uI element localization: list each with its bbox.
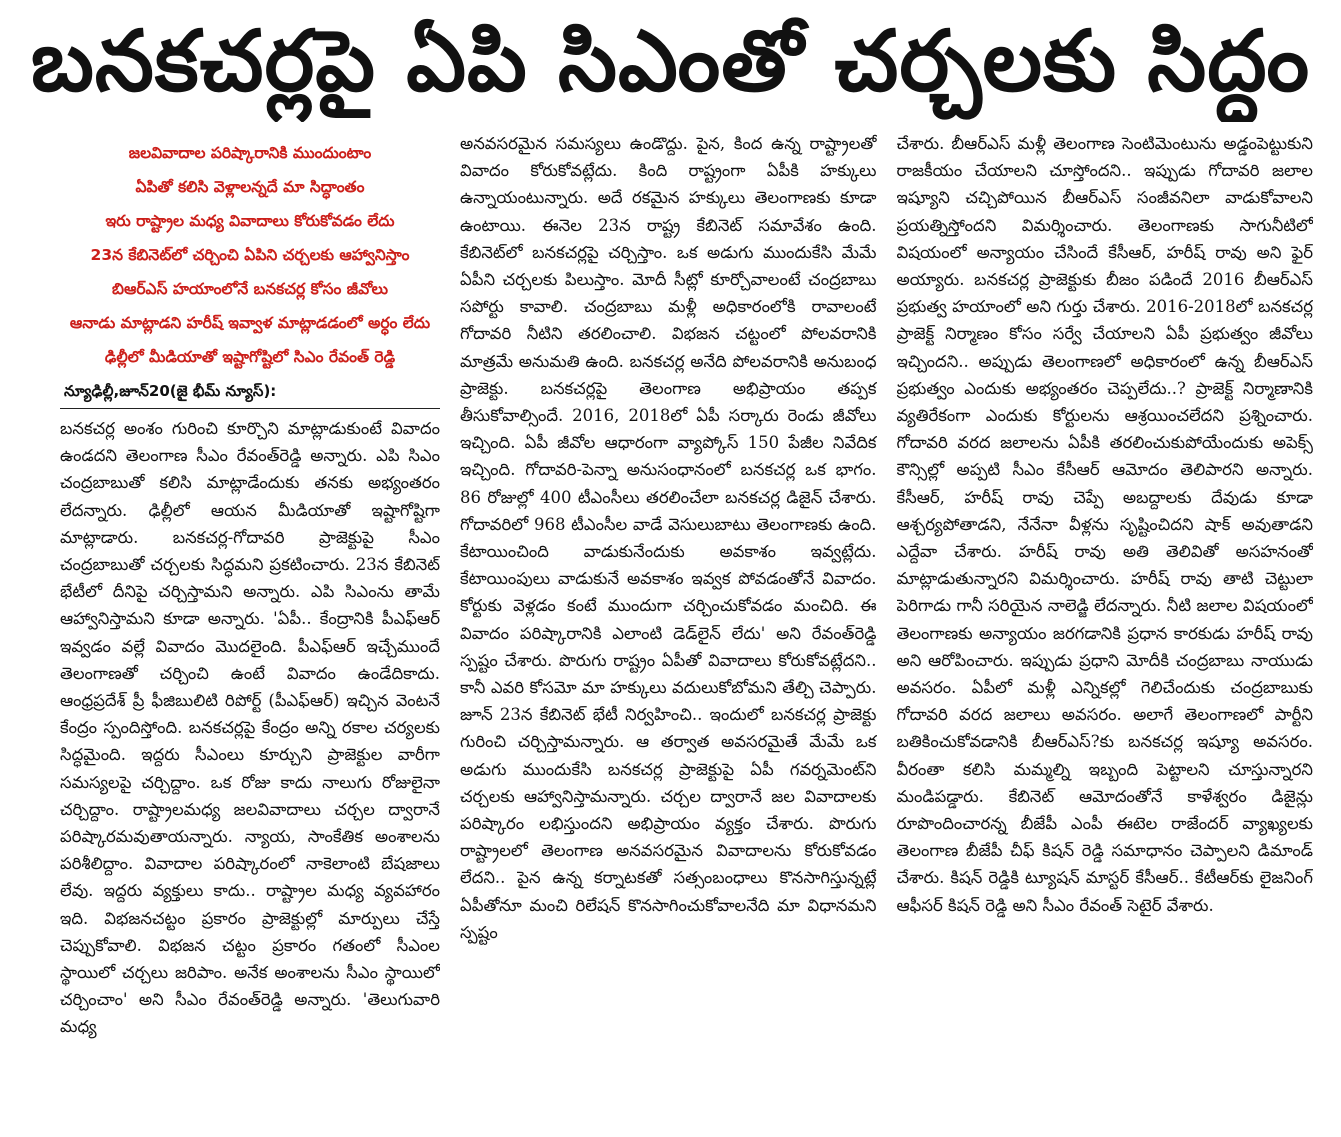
- column-1: [60, 130, 440, 1129]
- highlight-line: ఏపితో కలిసి వెళ్లాలన్నదే మా సిద్ధాంతం: [135, 178, 365, 196]
- article-columns: [60, 130, 1313, 1129]
- highlights-box: [60, 136, 440, 374]
- divider: [60, 408, 440, 409]
- headline: బనకచర్లపై ఏపి సిఎంతో చర్చలకు సిద్ధం: [30, 12, 1311, 110]
- column-1-text: బనకచర్ల అంశం గురించి కూర్చొని మాట్లాడుకుంటే వివాదం ఉండదని తెలంగాణ సీఎం రేవంత్‌రెడ్డి అన్నారు. ఎపి సిఎం చంద్రబాబుతో కలిసి మాట్లాడేందుకు తనకు అభ్యంతరం లేదన్నారు. ఢిల్లీలో ఆయన మీడియాతో ఇష్టాగోష్టిగా మాట్లాడారు. బనకచర్ల-గోదావరి ప్రాజెక్టుపై సీఎం చంద్రబాబుతో చర్చలకు సిద్ధమని ప్రకటించారు. 23న కేబినెట్ భేటీలో దీనిపై చర్చిస్తామని అన్నారు. ఎపి సిఎంను తామే ఆహ్వానిస్తామని కూడా అన్నారు. 'ఏపీ.. కేంద్రానికి పీఎఫ్ఆర్ ఇవ్వడం వల్లే వివాదం మొదలైంది. పీఎఫ్ఆర్ ఇచ్చేముందే తెలంగాణతో చర్చించి ఉంటే వివాదం ఉండేదికాదు. ఆంధ్రప్రదేశ్ ప్రీ ఫీజిబులిటి రిపోర్ట్ (పీఎఫ్ఆర్) ఇచ్చిన వెంటనే కేంద్రం స్పందిస్తోంది. బనకచర్లపై కేంద్రం అన్ని రకాల చర్యలకు సిద్ధమైంది. ఇద్దరు సీఎంలు కూర్చుని ప్రాజెక్టుల వారీగా సమస్యలపై చర్చిద్దాం. ఒక రోజు కాదు నాలుగు రోజులైనా చర్చిద్దాం. రాష్ట్రాలమధ్య జలవివాదాలు చర్చల ద్వారానే పరిష్కారమవుతాయన్నారు. న్యాయ, సాంకేతిక అంశాలను పరిశీలిద్దాం. వివాదాల పరిష్కారంలో నాకెలాంటి బేషజాలు లేవు. ఇద్దరు వ్యక్తులు కాదు.. రాష్ట్రాల మధ్య వ్యవహారం ఇది. విభజనచట్టం ప్రకారం ప్రాజెక్టుల్లో మార్పులు చేస్తే చెప్పుకోవాలి. విభజన చట్టం ప్రకారం గతంలో సీఎంల స్థాయిలో చర్చలు జరిపాం. అనేక అంశాలను సీఎం స్థాయిలో చర్చించాం' అని సీఎం రేవంత్‌రెడ్డి అన్నారు. 'తెలుగువారి మధ్య: [60, 419, 440, 1037]
- highlight-line: 23న కేబినెట్‌లో చర్చించి ఏపిని చర్చలకు ఆహ్వానిస్తాం: [90, 246, 410, 264]
- highlight-line: ఢిల్లీలో మీడియాతో ఇష్టాగోష్టిలో సిఎం రేవంత్ రెడ్డి: [104, 348, 396, 366]
- highlight-line: బిఆర్ఎస్ హయాంలోనే బనకచర్ల కోసం జీవోలు: [112, 280, 388, 298]
- column-2: [460, 130, 877, 1129]
- highlight-line: ఆనాడు మాట్లాడని హరీష్ ఇవ్వాళ మాట్లాడడంలో అర్ధం లేదు: [69, 314, 431, 332]
- dateline: న్యూఢిల్లీ,జూన్20(జై భీమ్ న్యూస్):: [64, 382, 277, 400]
- highlight-line: ఇరు రాష్ట్రాల మధ్య వివాదాలు కోరుకోవడం లేదు: [105, 212, 395, 230]
- column-3-text: చేశారు. బీఆర్ఎస్ మళ్లీ తెలంగాణ సెంటిమెంటును అడ్డంపెట్టుకుని రాజకీయం చేయాలని చూస్తోందని.. ఇప్పుడు గోదావరి జలాల ఇష్యూని చచ్చిపోయిన బీఆర్ఎస్ సంజీవనిలా వాడుకోవాలని ప్రయత్నిస్తోందని విమర్శించారు. తెలంగాణకు సాగునీటిలో విషయంలో అన్యాయం చేసిందే కేసీఆర్, హరీష్ రావు అని ఫైర్ అయ్యారు. బనకచర్ల ప్రాజెక్టుకు బీజం పడిందే 2016 బీఆర్ఎస్ ప్రభుత్వ హయాంలో అని గుర్తు చేశారు. 2016-2018లో బనకచర్ల ప్రాజెక్ట్ నిర్మాణం కోసం సర్వే చేయాలని ఏపీ ప్రభుత్వం జీవోలు ఇచ్చిందని.. అప్పుడు తెలంగాణలో అధికారంలో ఉన్న బీఆర్ఎస్ ప్రభుత్వం ఎందుకు అభ్యంతరం చెప్పలేదు..? ప్రాజెక్ట్ నిర్మాణానికి వ్యతిరేకంగా ఎందుకు కోర్టులను ఆశ్రయించలేదని ప్రశ్నించారు. గోదావరి వరద జలాలను ఏపీకి తరలించుకుపోయేందుకు అపెక్స్ కౌన్సిల్లో అప్పటి సీఎం కేసీఆర్ ఆమోదం తెలిపారని అన్నారు. కేసీఆర్, హరీష్ రావు చెప్పే అబద్దాలకు దేవుడు కూడా ఆశ్చర్యపోతాడని, నేనేనా వీళ్లను సృష్టించిదని షాక్ అవుతాడని ఎద్దేవా చేశారు. హరీష్ రావు అతి తెలివితో అసహనంతో మాట్లాడుతున్నారని విమర్శించారు. హరీష్ రావు తాటి చెట్టులా పెరిగాడు గానీ సరియైన నాలెడ్జి లేదన్నారు. నీటి జలాల విషయంలో తెలంగాణకు అన్యాయం జరగడానికి ప్రధాన కారకుడు హరీష్ రావు అని ఆరోపించారు. ఇప్పుడు ప్రధాని మోదీకి చంద్రబాబు నాయుడు అవసరం. ఏపీలో మళ్లీ ఎన్నికల్లో గెలిచేందుకు చంద్రబాబుకు గోదావరి వరద జలాలు అవసరం. అలాగే తెలంగాణలో పార్టీని బతికించుకోవడానికి బీఆర్ఎస్?కు బనకచర్ల ఇష్యూ అవసరం. వీరంతా కలిసి మమ్మల్ని ఇబ్బంది పెట్టాలని చూస్తున్నారని మండిపడ్డారు. కేబినెట్ ఆమోదంతోనే కాళేశ్వరం డిజైన్లు రూపొందించారన్న బీజేపీ ఎంపీ ఈటెల రాజేందర్ వ్యాఖ్యలకు తెలంగాణ బీజేపీ చీఫ్ కిషన్ రెడ్డి సమాధానం చెప్పాలని డిమాండ్ చేశారు. కిషన్ రెడ్డికి ట్యూషన్ మాస్టర్ కేసీఆర్.. కేటీఆర్‌కు లైజనింగ్ ఆఫీసర్ కిషన్ రెడ్డి అని సీఎం రేవంత్ సెటైర్ వేశారు.: [896, 134, 1313, 915]
- column-2-text: అనవసరమైన సమస్యలు ఉండొద్దు. పైన, కింద ఉన్న రాష్ట్రాలతో వివాదం కోరుకోవట్లేదు. కింది రాష్ట్రంగా ఏపీకి హక్కులు ఉన్నాయంటున్నారు. అదే రకమైన హక్కులు తెలంగాణకు కూడా ఉంటాయి. ఈనెల 23న రాష్ట్ర కేబినెట్ సమావేశం ఉంది. కేబినెట్‌లో బనకచర్లపై చర్చిస్తాం. ఒక అడుగు ముందుకేసి మేమే ఏపీని చర్చలకు పిలుస్తాం. మోదీ సీట్లో కూర్చోవాలంటే చంద్రబాబు సపోర్టు కావాలి. చంద్రబాబు మళ్లీ అధికారంలోకి రావాలంటే గోదావరి నీటిని తరలించాలి. విభజన చట్టంలో పోలవరానికి మాత్రమే అనుమతి ఉంది. బనకచర్ల అనేది పోలవరానికి అనుబంధ ప్రాజెక్టు. బనకచర్లపై తెలంగాణ అభిప్రాయం తప్పక తీసుకోవాల్సిందే. 2016, 2018లో ఏపీ సర్కారు రెండు జీవోలు ఇచ్చింది. ఏపీ జీవోల ఆధారంగా వ్యాప్కోస్ 150 పేజీల నివేదిక ఇచ్చింది. గోదావరి-పెన్నా అనుసంధానంలో బనకచర్ల ఒక భాగం. 86 రోజుల్లో 400 టీఎంసీలు తరలించేలా బనకచర్ల డిజైన్ చేశారు. గోదావరిలో 968 టీఎంసీల వాడే వెసులుబాటు తెలంగాణకు ఉంది. కేటాయించింది వాడుకునేందుకు అవకాశం ఇవ్వట్లేదు. కేటాయింపులు వాడుకునే అవకాశం ఇవ్వక పోవడంతోనే వివాదం. కోర్టుకు వెళ్లడం కంటే ముందుగా చర్చించుకోవడం మంచిది. ఈ వివాదం పరిష్కారానికి ఎలాంటి డెడ్‌లైన్ లేదు' అని రేవంత్‌రెడ్డి స్పష్టం చేశారు. పొరుగు రాష్ట్రం ఏపీతో వివాదాలు కోరుకోవట్లేదని.. కానీ ఎవరి కోసమో మా హక్కులు వదులుకోబోమని తేల్చి చెప్పారు. జూన్ 23న కేబినెట్ భేటీ నిర్వహించి.. ఇందులో బనకచర్ల ప్రాజెక్టు గురించి చర్చిస్తామన్నారు. ఆ తర్వాత అవసరమైతే మేమే ఒక అడుగు ముందుకేసి బనకచర్ల ప్రాజెక్టుపై ఏపీ గవర్నమెంట్‌ని చర్చలకు ఆహ్వానిస్తామన్నారు. చర్చల ద్వారానే జల వివాదాలకు పరిష్కారం లభిస్తుందని అభిప్రాయం వ్యక్తం చేశారు. పొరుగు రాష్ట్రాలలో తెలంగాణ అనవసరమైన వివాదాలను కోరుకోవడం లేదని.. పైన ఉన్న కర్నాటకతో సత్సంబంధాలు కొనసాగిస్తున్నట్లే ఏపీతోనూ మంచి రిలేషన్ కొనసాగించుకోవాలనేది మా విధానమని స్పష్టం: [460, 134, 877, 942]
- highlight-line: జలవివాదాల పరిష్కారానికి ముందుంటాం: [128, 144, 372, 162]
- column-3: [897, 130, 1314, 1129]
